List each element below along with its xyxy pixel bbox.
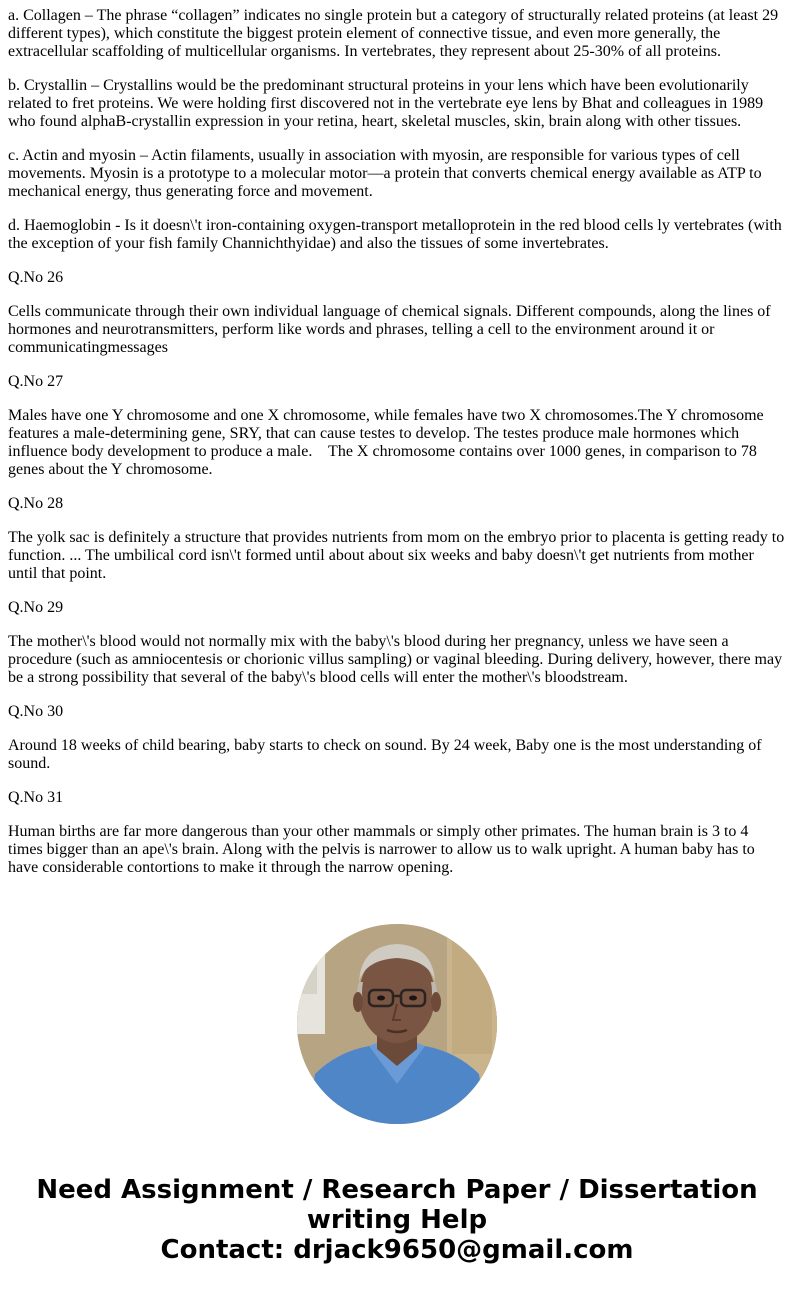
question-heading-28: Q.No 28 [8,495,64,512]
author-avatar [297,924,497,1124]
answer-28: The yolk sac is definitely a structure that provides nutrients from mom on the embryo prior to placenta is getting ready to function. ... The umbilical cord isn\'t formed until about about six weeks and baby doesn\'t get nutrients from mother until that point. [8,529,785,582]
answer-collagen: a. Collagen – The phrase “collagen” indicates no single protein but a category of structurally related proteins (at least 29 different types), which constitute the biggest protein element of connective tissue, and even more generally, the extracellular scaffolding of multicellular organisms. In vertebrates, they represent about 25-30% of all proteins. [8,7,779,60]
article-body [8,7,786,893]
question-heading-27: Q.No 27 [8,373,64,390]
question-heading-31: Q.No 31 [8,789,64,806]
contact-banner-line-1: Need Assignment / Research Paper / Dissertation [36,1175,758,1205]
answer-26: Cells communicate through their own individual language of chemical signals. Different compounds, along the lines of hormones and neurotransmitters, perform like words and phrases, telling a cell to the environment around it or communicatingmessages [8,303,771,356]
answer-haemoglobin: d. Haemoglobin - Is it doesn\'t iron-containing oxygen-transport metalloprotein in the red blood cells ly vertebrates (with the exception of your fish family Channichthyidae) and also the tissues of some invertebrates. [8,217,782,252]
answer-31: Human births are far more dangerous than your other mammals or simply other primates. The human brain is 3 to 4 times bigger than an ape\'s brain. Along with the pelvis is narrower to allow us to walk upright. A human baby has to have considerable contortions to make it through the narrow opening. [8,823,755,876]
question-heading-26: Q.No 26 [8,269,64,286]
answer-30: Around 18 weeks of child bearing, baby starts to check on sound. By 24 week, Baby one is the most understanding of sound. [8,737,762,772]
answer-actin-myosin: c. Actin and myosin – Actin filaments, usually in association with myosin, are responsible for various types of cell movements. Myosin is a prototype to a molecular motor—a protein that converts chemical energy available as ATP to mechanical energy, thus generating force and movement. [8,147,762,200]
question-heading-30: Q.No 30 [8,703,64,720]
answer-27: Males have one Y chromosome and one X chromosome, while females have two X chromosomes.The Y chromosome features a male-determining gene, SRY, that can cause testes to develop. The testes produce male hormones which influence body development to produce a male. The X chromosome contains over 1000 genes, in comparison to 78 genes about the Y chromosome. [8,407,768,478]
contact-email[interactable]: Contact: drjack9650@gmail.com [160,1235,634,1265]
author-photo-icon [297,924,497,1124]
answer-crystallin: b. Crystallin – Crystallins would be the predominant structural proteins in your lens which have been evolutionarily related to fret proteins. We were holding first discovered not in the vertebrate eye lens by Bhat and colleagues in 1989 who found alphaB-crystallin expression in your retina, heart, skeletal muscles, skin, brain along with other tissues. [8,77,764,130]
answer-29: The mother\'s blood would not normally mix with the baby\'s blood during her pregnancy, unless we have seen a procedure (such as amniocentesis or chorionic villus sampling) or vaginal bleeding. During delivery, however, there may be a strong possibility that several of the baby\'s blood cells will enter the mother\'s bloodstream. [8,633,783,686]
contact-banner-line-2: writing Help [306,1205,488,1235]
contact-banner [0,1175,794,1265]
question-heading-29: Q.No 29 [8,599,64,616]
